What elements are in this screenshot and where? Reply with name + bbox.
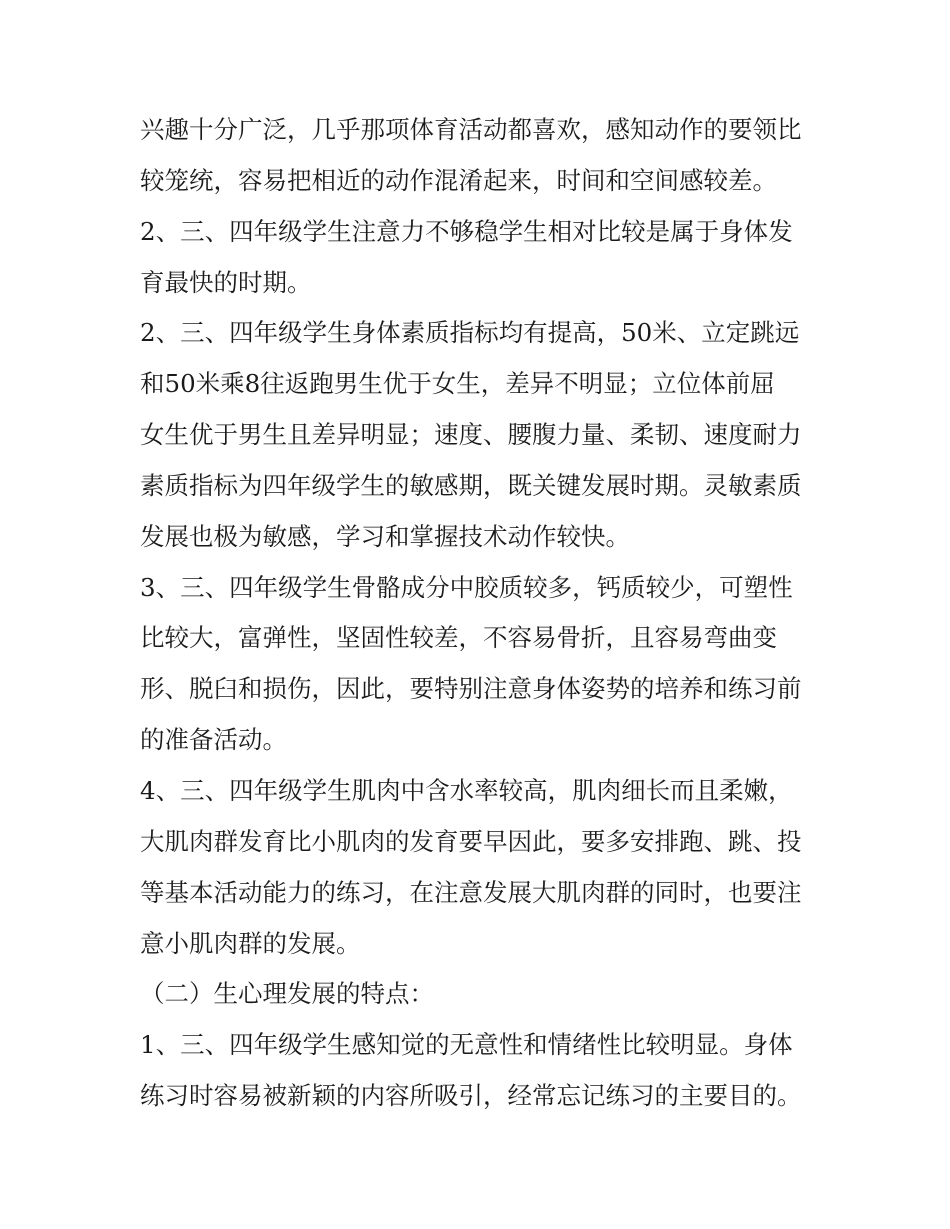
text-line: 发展也极为敏感，学习和掌握技术动作较快。 xyxy=(140,521,630,551)
text-line: 比较大，富弹性，坚固性较差，不容易骨折，且容易弯曲变 xyxy=(140,623,777,653)
text-line: 2、三、四年级学生身体素质指标均有提高，50米、立定跳远 xyxy=(140,318,800,348)
text-line: 2、三、四年级学生注意力不够稳学生相对比较是属于身体发 xyxy=(140,216,793,246)
text-line: 育最快的时期。 xyxy=(140,267,312,297)
text-line: 兴趣十分广泛，几乎那项体育活动都喜欢，感知动作的要领比 xyxy=(140,115,802,144)
document-page xyxy=(140,105,840,1122)
text-line: 4、三、四年级学生肌肉中含水率较高，肌肉细长而且柔嫩， xyxy=(140,775,793,805)
text-line: （二）生心理发展的特点： xyxy=(140,979,434,1009)
text-line: 的准备活动。 xyxy=(140,725,287,755)
text-line: 大肌肉群发育比小肌肉的发育要早因此，要多安排跑、跳、投 xyxy=(140,826,802,856)
text-line: 等基本活动能力的练习，在注意发展大肌肉群的同时，也要注 xyxy=(140,877,802,907)
text-line: 素质指标为四年级学生的敏感期，既关键发展时期。灵敏素质 xyxy=(140,470,802,500)
text-line: 女生优于男生且差异明显；速度、腰腹力量、柔韧、速度耐力 xyxy=(140,420,802,450)
text-line: 和50米乘8往返跑男生优于女生，差异不明显；立位体前屈 xyxy=(140,369,775,399)
text-line: 1、三、四年级学生感知觉的无意性和情绪性比较明显。身体 xyxy=(140,1030,793,1060)
text-line: 意小肌肉群的发展。 xyxy=(140,928,361,958)
text-line: 练习时容易被新颖的内容所吸引，经常忘记练习的主要目的。 xyxy=(140,1081,802,1111)
text-line: 较笼统，容易把相近的动作混淆起来，时间和空间感较差。 xyxy=(140,165,777,195)
text-line: 形、脱臼和损伤，因此，要特别注意身体姿势的培养和练习前 xyxy=(140,674,802,704)
text-line: 3、三、四年级学生骨骼成分中胶质较多，钙质较少，可塑性 xyxy=(140,572,793,602)
